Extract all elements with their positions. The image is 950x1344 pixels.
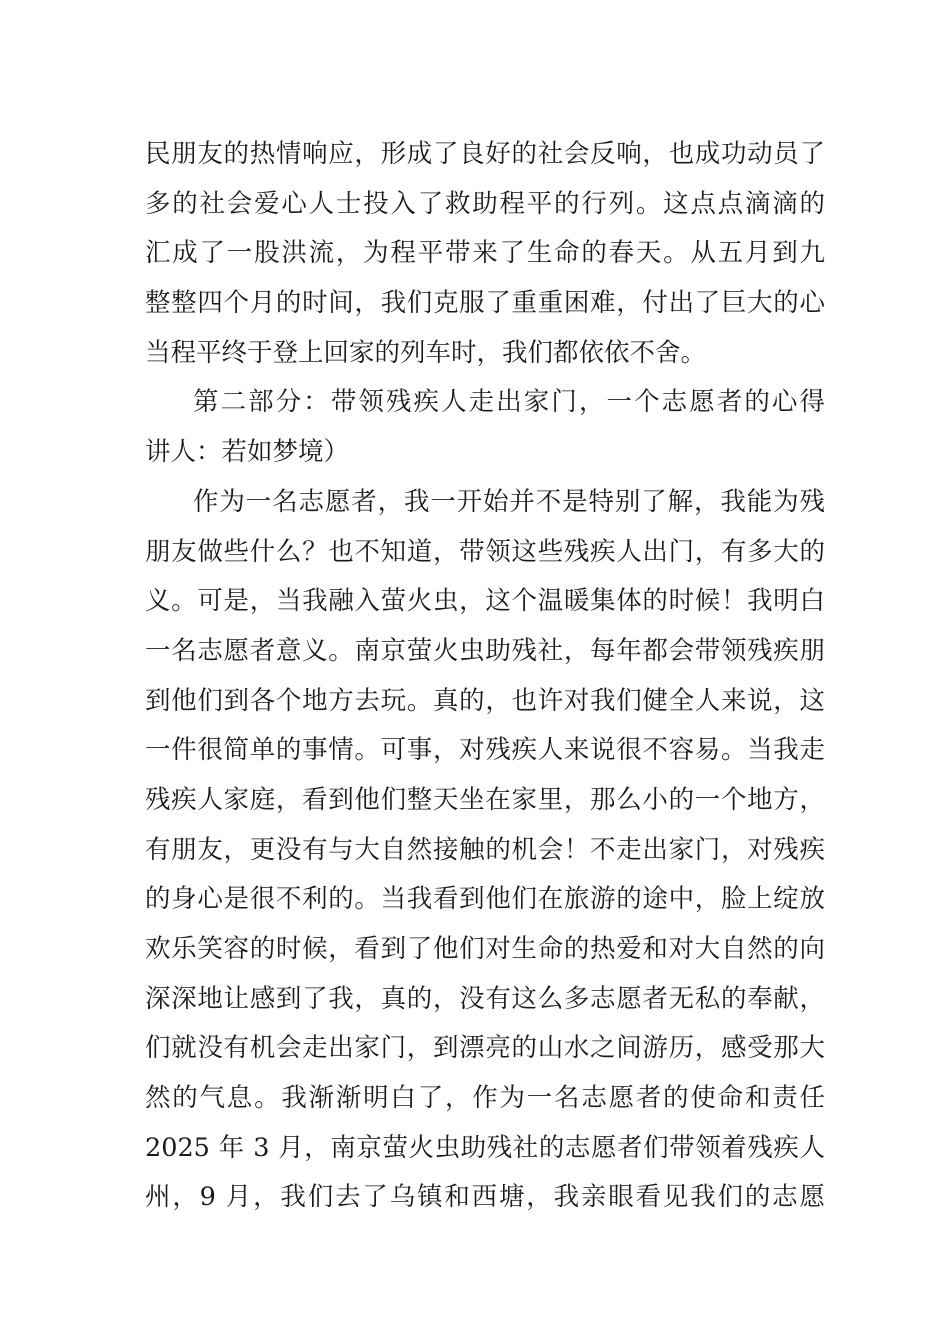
text-line: 一件很简单的事情。可事，对残疾人来说很不容易。当我走 xyxy=(145,735,825,766)
paragraph-start-line: 作为一名志愿者，我一开始并不是特别了解，我能为残 xyxy=(193,486,825,517)
text-line: 汇成了一股洪流，为程平带来了生命的春天。从五月到九 xyxy=(145,238,825,269)
text-line: 到他们到各个地方去玩。真的，也许对我们健全人来说，这 xyxy=(145,685,825,716)
section-heading-line-end: 讲人：若如梦境） xyxy=(145,437,350,468)
text-line: 们就没有机会走出家门，到漂亮的山水之间游历，感受那大 xyxy=(145,1033,825,1064)
text-line: 的身心是很不利的。当我看到他们在旅游的途中，脸上绽放 xyxy=(145,884,825,915)
text-line: 欢乐笑容的时候，看到了他们对生命的热爱和对大自然的向 xyxy=(145,934,825,964)
text-line: 义。可是，当我融入萤火虫，这个温暖集体的时候！我明白 xyxy=(145,586,825,617)
text-line: 有朋友，更没有与大自然接触的机会！不走出家门，对残疾 xyxy=(145,834,825,865)
text-line: 州，9 月，我们去了乌镇和西塘，我亲眼看见我们的志愿 xyxy=(145,1182,825,1213)
text-line: 2025 年 3 月，南京萤火虫助残社的志愿者们带领着残疾人 xyxy=(145,1132,825,1163)
text-line: 朋友做些什么？也不知道，带领这些残疾人出门，有多大的 xyxy=(145,536,825,567)
text-line-paragraph-end: 当程平终于登上回家的列车时，我们都依依不舍。 xyxy=(145,337,707,368)
body-text xyxy=(145,130,825,1223)
text-line: 民朋友的热情响应，形成了良好的社会反响，也成功动员了 xyxy=(145,139,825,169)
section-heading-line: 第二部分：带领残疾人走出家门，一个志愿者的心得 xyxy=(193,387,825,418)
text-line: 深深地让感到了我，真的，没有这么多志愿者无私的奉献， xyxy=(145,983,825,1014)
text-line: 一名志愿者意义。南京萤火虫助残社，每年都会带领残疾朋 xyxy=(145,635,825,666)
text-line: 整整四个月的时间，我们克服了重重困难，付出了巨大的心 xyxy=(145,288,825,319)
text-line: 然的气息。我渐渐明白了，作为一名志愿者的使命和责任 xyxy=(145,1083,825,1114)
text-line: 多的社会爱心人士投入了救助程平的行列。这点点滴滴的 xyxy=(145,188,825,219)
text-line: 残疾人家庭，看到他们整天坐在家里，那么小的一个地方， xyxy=(145,784,825,815)
